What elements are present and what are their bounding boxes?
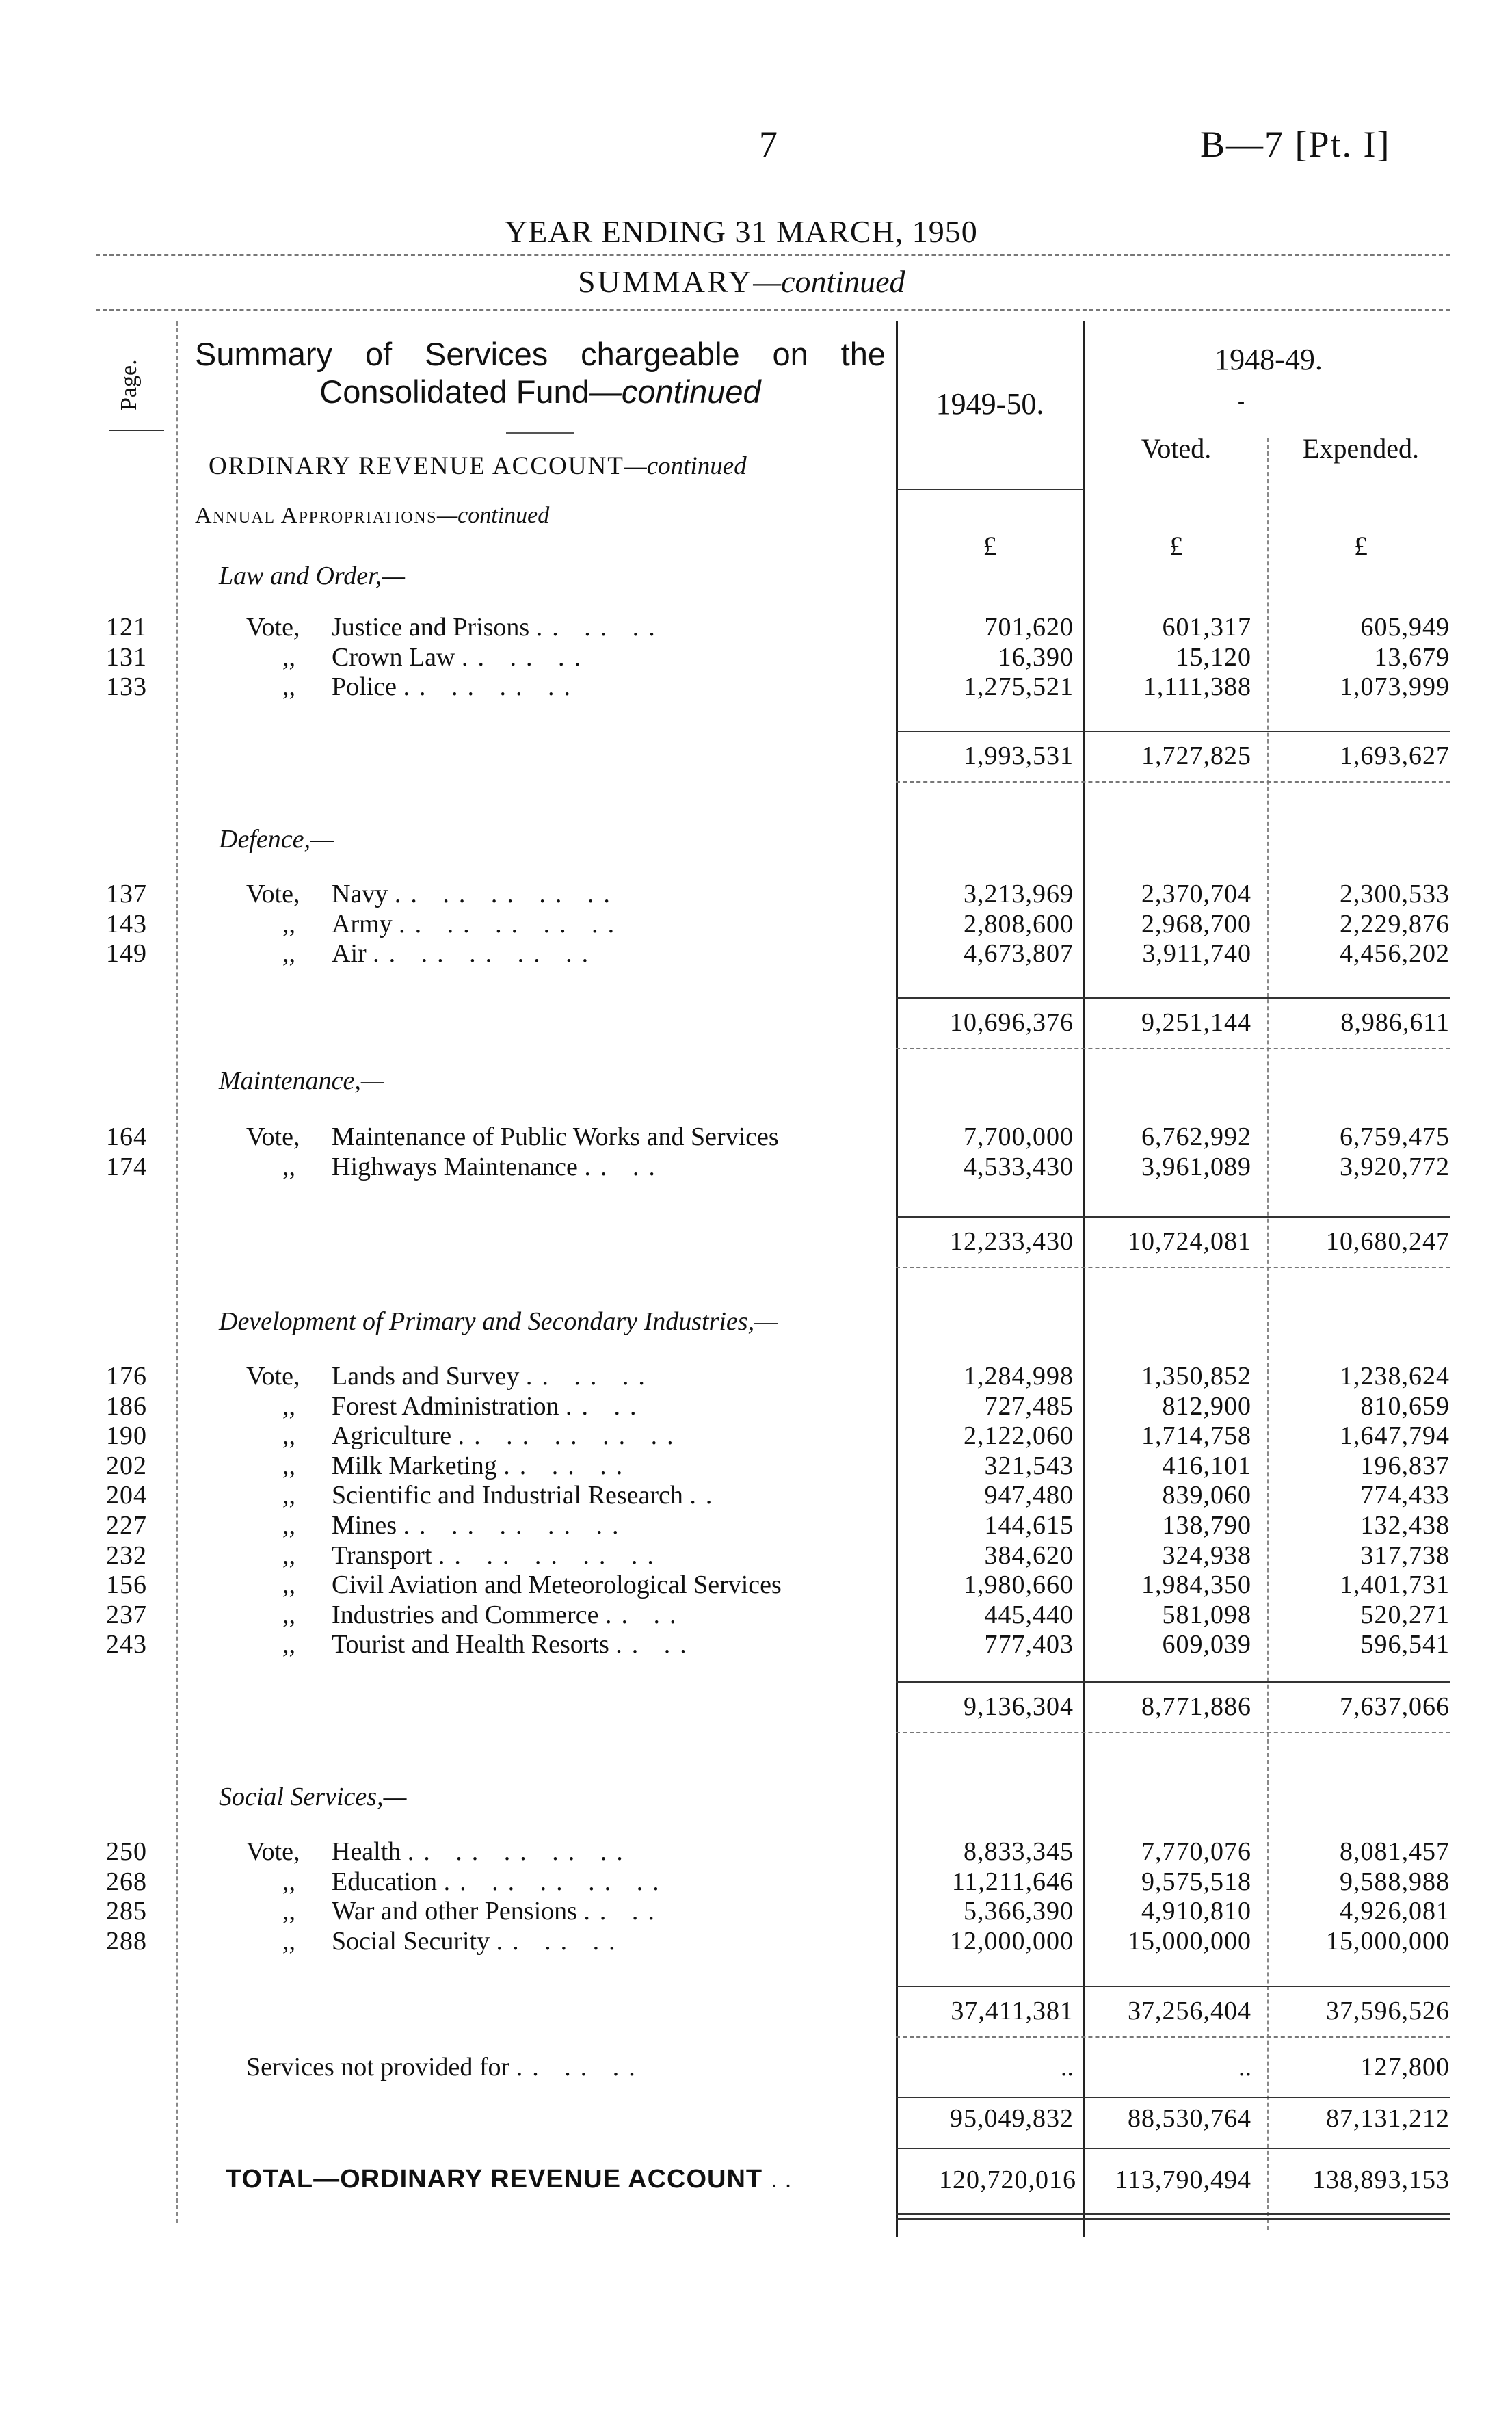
snp-voted: ..: [1238, 2053, 1251, 2081]
page-column-label: Page.: [116, 359, 142, 410]
row-expended: 15,000,000: [1326, 1926, 1450, 1956]
row-vote-name: Scientific and Industrial Research: [332, 1481, 683, 1510]
subtotal-top-rule: [896, 731, 1450, 732]
row-vote-prefix: ,,: [282, 1391, 295, 1421]
row-1949-50: 2,808,600: [964, 909, 1074, 938]
subtotal-voted: 1,727,825: [1141, 741, 1251, 770]
row-leader-dots: .. .. .. .. ..: [403, 1511, 628, 1540]
row-page-ref: 204: [106, 1481, 147, 1510]
subtotal-row: [0, 1690, 1512, 1724]
row-page-ref: 137: [106, 880, 147, 908]
row-page-ref: 288: [106, 1926, 147, 1956]
row-1949-50: 8,833,345: [964, 1837, 1074, 1866]
row-page-ref: 133: [106, 672, 147, 702]
table-row: [0, 1540, 1512, 1571]
row-voted: 138,790: [1162, 1511, 1251, 1540]
row-1949-50: 321,543: [984, 1451, 1074, 1480]
total-dots: ..: [770, 2165, 799, 2194]
table-row: [0, 642, 1512, 672]
row-voted: 416,101: [1162, 1451, 1251, 1480]
services-title-line2: [195, 373, 886, 410]
table-row: [0, 1361, 1512, 1391]
row-vote-prefix: Vote,: [246, 1362, 300, 1391]
row-vote-name: Police: [332, 672, 397, 702]
row-vote-name: Agriculture: [332, 1421, 452, 1451]
table-row: [0, 1480, 1512, 1510]
row-voted: 1,714,758: [1141, 1421, 1251, 1451]
row-leader-dots: .. ..: [583, 1897, 664, 1926]
row-page-ref: 143: [106, 909, 147, 938]
table-row: [0, 909, 1512, 939]
row-page-ref: 149: [106, 939, 147, 969]
row-description: [246, 1361, 889, 1391]
row-vote-name: Social Security: [332, 1926, 490, 1956]
year-previous-header: 1948-49.: [1215, 343, 1323, 376]
row-leader-dots: .. .. .. ..: [403, 672, 580, 702]
row-page-ref: 243: [106, 1630, 147, 1659]
row-description: [246, 1391, 889, 1421]
row-leader-dots: .. .. ..: [461, 642, 590, 672]
currency-voted: £: [1169, 531, 1183, 562]
summary-main: SUMMARY: [578, 264, 754, 299]
subtotal-bottom-rule: [896, 2036, 1450, 2038]
section-title-social: Social Services,—: [219, 1783, 407, 1811]
table-row: [0, 1451, 1512, 1481]
row-expended: 9,588,988: [1340, 1867, 1450, 1896]
subtotal-top-rule: [896, 1681, 1450, 1683]
row-expended: 1,647,794: [1340, 1421, 1450, 1451]
row-page-ref: 121: [106, 613, 147, 642]
row-vote-prefix: ,,: [282, 1600, 295, 1629]
row-1949-50: 4,533,430: [964, 1152, 1074, 1181]
row-page-ref: 186: [106, 1391, 147, 1421]
row-description: [246, 879, 889, 909]
row-vote-name: Milk Marketing: [332, 1451, 497, 1480]
year-rule: [96, 254, 1450, 256]
row-vote-prefix: ,,: [282, 1630, 295, 1659]
row-description: [246, 1867, 889, 1897]
annual-appropriations-heading: [195, 503, 549, 529]
row-1949-50: 5,366,390: [964, 1897, 1074, 1926]
row-description: [246, 1480, 889, 1510]
grand-subtotal-bottom-rule: [896, 2148, 1450, 2149]
snp-dots: .. .. ..: [516, 2053, 645, 2081]
row-1949-50: 777,403: [984, 1630, 1074, 1659]
snp-1949: ..: [1061, 2053, 1074, 2081]
row-vote-prefix: ,,: [282, 1152, 295, 1181]
summary-cont: —continued: [753, 264, 905, 299]
row-page-ref: 164: [106, 1122, 147, 1151]
subtotal-expended: 10,680,247: [1326, 1227, 1450, 1256]
currency-expended: £: [1354, 531, 1368, 562]
column-divider-expended: [1267, 438, 1269, 2230]
row-page-ref: 131: [106, 642, 147, 672]
subtotal-1949-50: 1,993,531: [964, 741, 1074, 770]
row-leader-dots: ..: [689, 1481, 722, 1510]
services-title-line1: Summary of Services chargeable on the: [195, 336, 886, 372]
row-vote-name: Navy: [332, 880, 388, 908]
grand-subtotal-voted: 88,530,764: [1128, 2104, 1251, 2133]
row-expended: 4,926,081: [1340, 1897, 1450, 1926]
row-leader-dots: .. .. .. .. ..: [438, 1540, 663, 1570]
row-1949-50: 1,284,998: [964, 1362, 1074, 1391]
row-description: [246, 1122, 889, 1152]
subtotal-expended: 37,596,526: [1326, 1997, 1450, 2025]
title-small-rule: [506, 432, 574, 434]
table-row: [0, 1391, 1512, 1421]
section-title-maintenance: Maintenance,—: [219, 1066, 384, 1095]
subtotal-bottom-rule: [896, 1267, 1450, 1268]
row-leader-dots: .. ..: [584, 1152, 665, 1181]
subtotal-1949-50: 10,696,376: [950, 1008, 1074, 1037]
account-main: ORDINARY REVENUE ACCOUNT: [209, 452, 624, 480]
row-vote-prefix: ,,: [282, 1540, 295, 1570]
row-leader-dots: .. .. ..: [535, 613, 665, 642]
row-page-ref: 232: [106, 1540, 147, 1570]
row-expended: 13,679: [1374, 642, 1450, 672]
row-vote-prefix: ,,: [282, 939, 295, 969]
row-expended: 810,659: [1360, 1391, 1450, 1421]
row-voted: 15,000,000: [1128, 1926, 1251, 1956]
summary-rule: [96, 309, 1450, 311]
subtotal-1949-50: 12,233,430: [950, 1227, 1074, 1256]
row-vote-name: Army: [332, 909, 393, 938]
row-description: [246, 1570, 889, 1600]
subtotal-bottom-rule: [896, 1732, 1450, 1733]
snp-label-text: Services not provided for: [246, 2053, 510, 2081]
total-expended: 138,893,153: [1312, 2166, 1450, 2194]
row-vote-name: Air: [332, 939, 367, 969]
row-page-ref: 174: [106, 1152, 147, 1181]
row-vote-prefix: Vote,: [246, 1837, 300, 1866]
row-expended: 6,759,475: [1340, 1122, 1450, 1151]
total-label: [226, 2165, 799, 2194]
services-title-cont: —continued: [589, 373, 761, 410]
row-vote-prefix: ,,: [282, 672, 295, 702]
row-leader-dots: .. ..: [566, 1391, 646, 1421]
row-page-ref: 250: [106, 1837, 147, 1866]
row-description: [246, 1451, 889, 1481]
row-expended: 1,073,999: [1340, 672, 1450, 702]
row-1949-50: 947,480: [984, 1481, 1074, 1510]
table-row: [0, 1152, 1512, 1182]
row-expended: 774,433: [1360, 1481, 1450, 1510]
annual-cont: —continued: [436, 503, 550, 528]
row-voted: 3,911,740: [1142, 939, 1251, 969]
row-page-ref: 190: [106, 1421, 147, 1451]
row-expended: 1,238,624: [1340, 1362, 1450, 1391]
year-heading: YEAR ENDING 31 MARCH, 1950: [505, 214, 978, 249]
services-not-provided-label: [246, 2052, 645, 2082]
subtotal-voted: 8,771,886: [1141, 1692, 1251, 1721]
row-expended: 196,837: [1360, 1451, 1450, 1480]
subtotal-top-rule: [896, 997, 1450, 999]
row-1949-50: 1,980,660: [964, 1571, 1074, 1600]
row-vote-prefix: ,,: [282, 1571, 295, 1600]
row-voted: 1,111,388: [1143, 672, 1251, 702]
table-row: [0, 1122, 1512, 1152]
row-page-ref: 227: [106, 1511, 147, 1540]
row-voted: 2,370,704: [1141, 880, 1251, 908]
row-voted: 601,317: [1162, 613, 1251, 642]
services-column-title: [195, 335, 886, 410]
row-leader-dots: .. ..: [615, 1630, 696, 1659]
row-vote-name: Maintenance of Public Works and Services: [332, 1122, 779, 1151]
row-1949-50: 11,211,646: [951, 1867, 1074, 1896]
row-vote-prefix: Vote,: [246, 880, 300, 908]
row-1949-50: 2,122,060: [964, 1421, 1074, 1451]
row-voted: 812,900: [1162, 1391, 1251, 1421]
row-leader-dots: .. .. ..: [503, 1451, 633, 1480]
row-leader-dots: .. ..: [605, 1600, 686, 1629]
grand-subtotal-top-rule: [896, 2097, 1450, 2098]
row-1949-50: 144,615: [984, 1511, 1074, 1540]
row-voted: 2,968,700: [1141, 909, 1251, 938]
subtotal-top-rule: [896, 1986, 1450, 1987]
row-description: [246, 938, 889, 969]
table-row: [0, 938, 1512, 969]
row-1949-50: 12,000,000: [950, 1926, 1074, 1956]
row-description: [246, 1540, 889, 1571]
row-description: [246, 1629, 889, 1659]
row-vote-prefix: Vote,: [246, 1122, 300, 1151]
account-cont: —continued: [624, 452, 747, 480]
table-row: [0, 1867, 1512, 1897]
page-number: 7: [759, 124, 778, 165]
row-vote-name: Highways Maintenance: [332, 1152, 578, 1181]
row-voted: 7,770,076: [1141, 1837, 1251, 1866]
row-1949-50: 701,620: [984, 613, 1074, 642]
row-voted: 9,575,518: [1141, 1867, 1251, 1896]
row-description: [246, 1421, 889, 1451]
row-voted: 324,938: [1162, 1540, 1251, 1570]
voted-header: Voted.: [1141, 433, 1212, 464]
header-tick: -: [1238, 390, 1245, 412]
section-title-law: Law and Order,—: [219, 562, 406, 590]
row-description: [246, 1510, 889, 1540]
row-vote-name: Tourist and Health Resorts: [332, 1630, 609, 1659]
row-vote-prefix: ,,: [282, 1897, 295, 1926]
row-expended: 3,920,772: [1340, 1152, 1450, 1181]
row-voted: 6,762,992: [1141, 1122, 1251, 1151]
row-vote-name: Lands and Survey: [332, 1362, 520, 1391]
row-expended: 605,949: [1360, 613, 1450, 642]
row-1949-50: 4,673,807: [964, 939, 1074, 969]
row-1949-50: 727,485: [984, 1391, 1074, 1421]
row-1949-50: 7,700,000: [964, 1122, 1074, 1151]
row-description: [246, 909, 889, 939]
row-vote-name: War and other Pensions: [332, 1897, 577, 1926]
section-title-defence: Defence,—: [219, 825, 334, 854]
row-vote-prefix: ,,: [282, 1511, 295, 1540]
row-vote-name: Health: [332, 1837, 401, 1866]
subtotal-bottom-rule: [896, 1048, 1450, 1049]
row-leader-dots: .. .. .. .. ..: [443, 1867, 669, 1896]
row-voted: 3,961,089: [1141, 1152, 1251, 1181]
row-voted: 839,060: [1162, 1481, 1251, 1510]
table-row: [0, 879, 1512, 909]
row-description: [246, 642, 889, 672]
table-row: [0, 1837, 1512, 1867]
subtotal-1949-50: 9,136,304: [964, 1692, 1074, 1721]
row-1949-50: 3,213,969: [964, 880, 1074, 908]
row-vote-prefix: ,,: [282, 909, 295, 938]
table-row: [0, 1421, 1512, 1451]
subtotal-expended: 8,986,611: [1340, 1008, 1450, 1037]
subtotal-top-rule: [896, 1216, 1450, 1218]
row-voted: 1,984,350: [1141, 1571, 1251, 1600]
row-description: [246, 1926, 889, 1956]
services-title-main: Consolidated Fund: [319, 373, 589, 410]
grand-subtotal-1949: 95,049,832: [950, 2104, 1074, 2133]
row-vote-name: Crown Law: [332, 642, 455, 672]
row-page-ref: 285: [106, 1897, 147, 1926]
row-leader-dots: .. .. .. .. ..: [394, 880, 620, 908]
row-1949-50: 1,275,521: [964, 672, 1074, 702]
row-leader-dots: .. .. .. .. ..: [373, 939, 598, 969]
row-expended: 1,401,731: [1340, 1571, 1450, 1600]
page-label-rule: [109, 430, 164, 431]
row-description: [246, 672, 889, 702]
annual-main: Annual Appropriations: [195, 503, 437, 528]
row-vote-prefix: ,,: [282, 1421, 295, 1451]
row-voted: 609,039: [1162, 1630, 1251, 1659]
table-row: [0, 1600, 1512, 1630]
table-row: [0, 1926, 1512, 1956]
row-1949-50: 445,440: [984, 1600, 1074, 1629]
subtotal-row: [0, 1006, 1512, 1040]
row-description: [246, 1152, 889, 1182]
row-leader-dots: .. .. ..: [525, 1362, 654, 1391]
row-description: [246, 1896, 889, 1926]
section-title-development: Development of Primary and Secondary Industries,—: [219, 1307, 778, 1336]
row-vote-name: Civil Aviation and Meteorological Services: [332, 1571, 782, 1600]
row-1949-50: 384,620: [984, 1540, 1074, 1570]
table-row: [0, 612, 1512, 642]
row-description: [246, 1837, 889, 1867]
row-vote-prefix: ,,: [282, 1867, 295, 1896]
row-expended: 2,300,533: [1340, 880, 1450, 908]
row-voted: 15,120: [1176, 642, 1251, 672]
row-vote-name: Industries and Commerce: [332, 1600, 599, 1629]
total-1949: 120,720,016: [939, 2166, 1076, 2194]
account-heading: [209, 451, 747, 481]
row-expended: 132,438: [1360, 1511, 1450, 1540]
row-voted: 4,910,810: [1141, 1897, 1251, 1926]
row-description: [246, 612, 889, 642]
row-vote-prefix: ,,: [282, 1481, 295, 1510]
row-1949-50: 16,390: [998, 642, 1074, 672]
total-double-rule: [896, 2218, 1450, 2220]
row-expended: 520,271: [1360, 1600, 1450, 1629]
snp-expended: 127,800: [1360, 2053, 1450, 2081]
table-row: [0, 672, 1512, 702]
row-vote-prefix: ,,: [282, 1926, 295, 1956]
row-page-ref: 176: [106, 1362, 147, 1391]
table-row: [0, 1629, 1512, 1659]
row-expended: 317,738: [1360, 1540, 1450, 1570]
row-leader-dots: .. .. .. .. ..: [457, 1421, 683, 1451]
row-expended: 596,541: [1360, 1630, 1450, 1659]
row-vote-prefix: ,,: [282, 1451, 295, 1480]
row-page-ref: 268: [106, 1867, 147, 1896]
row-page-ref: 156: [106, 1571, 147, 1600]
row-vote-name: Education: [332, 1867, 438, 1896]
expended-header: Expended.: [1303, 433, 1419, 464]
row-vote-prefix: Vote,: [246, 613, 300, 642]
row-voted: 1,350,852: [1141, 1362, 1251, 1391]
row-expended: 2,229,876: [1340, 909, 1450, 938]
summary-heading: [578, 263, 905, 300]
header-bottom-rule-current: [896, 489, 1084, 490]
subtotal-voted: 10,724,081: [1128, 1227, 1251, 1256]
row-vote-name: Forest Administration: [332, 1391, 559, 1421]
table-row: [0, 1510, 1512, 1540]
row-expended: 4,456,202: [1340, 939, 1450, 969]
row-vote-name: Mines: [332, 1511, 397, 1540]
row-vote-name: Justice and Prisons: [332, 613, 530, 642]
total-label-text: TOTAL—ORDINARY REVENUE ACCOUNT: [226, 2165, 763, 2194]
section-code: B—7 [Pt. I]: [1200, 124, 1391, 165]
year-current-header: 1949-50.: [936, 387, 1044, 421]
subtotal-expended: 7,637,066: [1340, 1692, 1450, 1721]
row-page-ref: 202: [106, 1451, 147, 1480]
subtotal-row: [0, 1224, 1512, 1259]
subtotal-row: [0, 739, 1512, 773]
row-expended: 8,081,457: [1340, 1837, 1450, 1866]
table-row: [0, 1896, 1512, 1926]
subtotal-voted: 9,251,144: [1141, 1008, 1251, 1037]
total-voted: 113,790,494: [1115, 2166, 1251, 2194]
subtotal-1949-50: 37,411,381: [951, 1997, 1074, 2025]
row-leader-dots: .. .. .. .. ..: [399, 909, 624, 938]
row-description: [246, 1600, 889, 1630]
row-vote-name: Transport: [332, 1540, 432, 1570]
currency-1949: £: [983, 531, 997, 562]
row-vote-prefix: ,,: [282, 642, 295, 672]
row-voted: 581,098: [1162, 1600, 1251, 1629]
subtotal-bottom-rule: [896, 781, 1450, 783]
grand-subtotal-expended: 87,131,212: [1326, 2104, 1450, 2133]
subtotal-expended: 1,693,627: [1340, 741, 1450, 770]
subtotal-row: [0, 1994, 1512, 2028]
subtotal-voted: 37,256,404: [1128, 1997, 1251, 2025]
row-page-ref: 237: [106, 1600, 147, 1629]
row-leader-dots: .. .. ..: [496, 1926, 625, 1956]
table-row: [0, 1570, 1512, 1600]
total-bottom-rule: [896, 2213, 1450, 2215]
row-leader-dots: .. .. .. .. ..: [407, 1837, 633, 1866]
